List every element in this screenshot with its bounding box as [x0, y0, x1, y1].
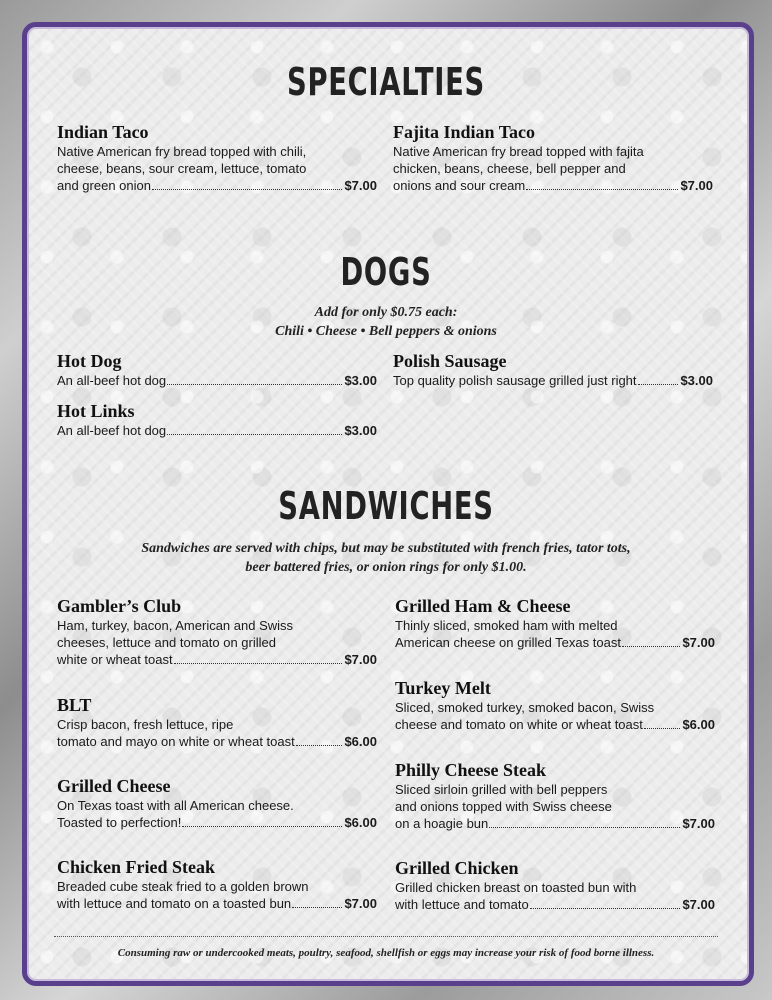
leader-dots [296, 745, 343, 746]
item-price: $7.00 [344, 896, 377, 911]
note-line: Chili • Cheese • Bell peppers & onions [275, 324, 497, 339]
item-description: Sliced, smoked turkey, smoked bacon, Swiss [395, 700, 655, 715]
leader-dots [182, 826, 342, 827]
item-name: Indian Taco [57, 122, 149, 142]
price-line [395, 634, 715, 651]
item-description: tomato and mayo on white or wheat toast [57, 734, 295, 749]
menu-item [57, 400, 377, 439]
item-description: white or wheat toast [57, 652, 173, 667]
item-price: $7.00 [682, 897, 715, 912]
menu-item [395, 595, 715, 651]
item-description: An all-beef hot dog [57, 423, 167, 438]
item-price: $3.00 [680, 373, 713, 388]
item-description: cheese and tomato on white or wheat toast [395, 717, 643, 732]
item-price: $3.00 [344, 423, 377, 438]
item-price: $7.00 [682, 635, 715, 650]
item-price: $6.00 [344, 734, 377, 749]
note-line: Add for only $0.75 each: [314, 305, 458, 320]
note-line: Sandwiches are served with chips, but may be substituted with french fries, tator tots, [141, 541, 631, 556]
item-name: Gambler’s Club [57, 596, 182, 616]
item-price: $7.00 [680, 178, 713, 193]
price-line [57, 651, 377, 668]
price-line [395, 815, 715, 832]
item-name: Hot Links [57, 401, 135, 421]
item-description: onions and sour cream [393, 178, 526, 193]
item-description: Crisp bacon, fresh lettuce, ripe [57, 717, 234, 732]
item-description: and onions topped with Swiss cheese [395, 799, 612, 814]
price-line [57, 372, 377, 389]
leader-dots [622, 646, 681, 647]
item-price: $7.00 [344, 652, 377, 667]
sandwiches-note [0, 539, 772, 577]
menu-item [395, 857, 715, 913]
item-name: Chicken Fried Steak [57, 857, 216, 877]
food-safety-disclaimer: Consuming raw or undercooked meats, poultry, seafood, shellfish or eggs may increase your risk of food borne illness. [117, 947, 655, 959]
item-description: Ham, turkey, bacon, American and Swiss [57, 618, 294, 633]
item-price: $6.00 [344, 815, 377, 830]
item-name: Grilled Ham & Cheese [395, 596, 571, 616]
item-description: Native American fry bread topped with chili, [57, 144, 307, 159]
menu-item [57, 350, 377, 389]
price-line [393, 372, 713, 389]
price-line [57, 895, 377, 912]
item-description: Top quality polish sausage grilled just right [393, 373, 637, 388]
menu-item [393, 121, 713, 194]
item-name: Polish Sausage [393, 351, 507, 371]
item-description: Native American fry bread topped with fajita [393, 144, 644, 159]
leader-dots [644, 728, 681, 729]
leader-dots [152, 189, 342, 190]
item-price: $6.00 [682, 717, 715, 732]
price-line [395, 896, 715, 913]
item-name: BLT [57, 695, 92, 715]
item-description: with lettuce and tomato on a toasted bun [57, 896, 292, 911]
menu-item [395, 759, 715, 832]
item-description: American cheese on grilled Texas toast [395, 635, 621, 650]
menu-item [57, 121, 377, 194]
menu-item [395, 677, 715, 733]
leader-dots [526, 189, 678, 190]
leader-dots [489, 827, 680, 828]
footer-divider [54, 936, 718, 937]
item-description: with lettuce and tomato [395, 897, 529, 912]
leader-dots [174, 663, 343, 664]
sandwiches-heading: SANDWICHES [278, 484, 494, 528]
menu-item [393, 350, 713, 389]
note-line: beer battered fries, or onion rings for only $1.00. [245, 560, 527, 575]
price-line [395, 716, 715, 733]
item-name: Turkey Melt [395, 678, 491, 698]
menu-item [57, 694, 377, 750]
dogs-heading: DOGS [340, 250, 432, 294]
price-line [57, 422, 377, 439]
price-line [57, 814, 377, 831]
item-description: On Texas toast with all American cheese. [57, 798, 294, 813]
specialties-heading: SPECIALTIES [287, 60, 485, 104]
item-description: chicken, beans, cheese, bell pepper and [393, 161, 626, 176]
item-name: Grilled Cheese [57, 776, 171, 796]
leader-dots [530, 908, 681, 909]
price-line [393, 177, 713, 194]
item-description: Grilled chicken breast on toasted bun with [395, 880, 637, 895]
leader-dots [167, 434, 342, 435]
item-price: $7.00 [344, 178, 377, 193]
item-description: cheeses, lettuce and tomato on grilled [57, 635, 276, 650]
item-description: Breaded cube steak fried to a golden brown [57, 879, 309, 894]
dogs-note [0, 303, 772, 341]
leader-dots [292, 907, 342, 908]
item-description: on a hoagie bun [395, 816, 489, 831]
item-name: Fajita Indian Taco [393, 122, 536, 142]
item-description: Toasted to perfection! [57, 815, 182, 830]
item-name: Philly Cheese Steak [395, 760, 546, 780]
leader-dots [167, 384, 342, 385]
item-price: $3.00 [344, 373, 377, 388]
item-description: An all-beef hot dog [57, 373, 167, 388]
leader-dots [638, 384, 679, 385]
item-name: Hot Dog [57, 351, 122, 371]
item-description: cheese, beans, sour cream, lettuce, tomato [57, 161, 307, 176]
item-price: $7.00 [682, 816, 715, 831]
item-description: Sliced sirloin grilled with bell peppers [395, 782, 608, 797]
item-name: Grilled Chicken [395, 858, 519, 878]
price-line [57, 177, 377, 194]
item-description: and green onion [57, 178, 151, 193]
menu-item [57, 775, 377, 831]
price-line [57, 733, 377, 750]
menu-item [57, 595, 377, 668]
item-description: Thinly sliced, smoked ham with melted [395, 618, 618, 633]
menu-item [57, 856, 377, 912]
